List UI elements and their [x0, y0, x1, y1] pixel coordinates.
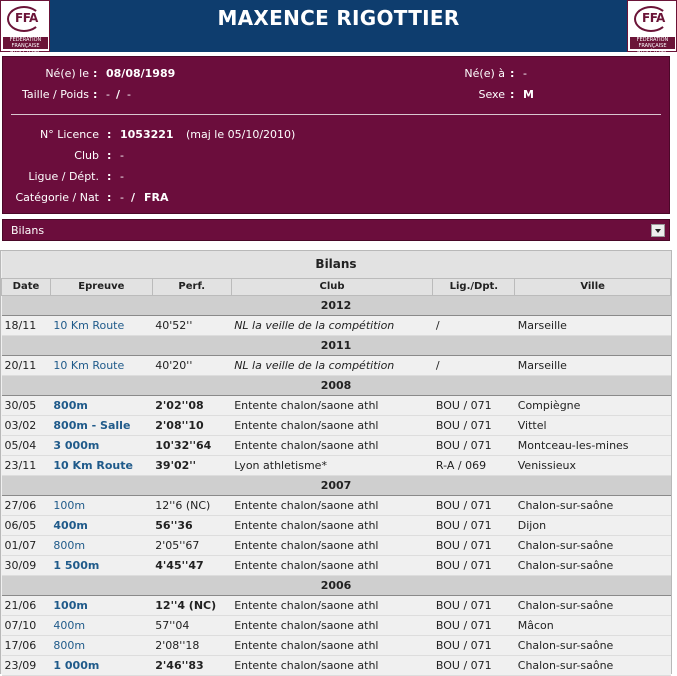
birthplace-value: -	[523, 67, 527, 80]
city: Compiègne	[515, 395, 671, 415]
table-row	[2, 415, 671, 435]
category-value: -	[120, 191, 124, 204]
colon: :	[107, 149, 112, 162]
event-link[interactable]: 10 Km Route	[50, 455, 152, 475]
colon: :	[510, 67, 515, 80]
performance: 56''36	[152, 515, 231, 535]
table-row	[2, 435, 671, 455]
performance: 12''6 (NC)	[152, 495, 231, 515]
city: Chalon-sur-saône	[515, 555, 671, 575]
city: Dijon	[515, 515, 671, 535]
event-link[interactable]: 10 Km Route	[50, 315, 152, 335]
event-link[interactable]: 100m	[50, 595, 152, 615]
league-dept: BOU / 071	[433, 595, 515, 615]
result-date: 30/09	[2, 555, 51, 575]
table-row	[2, 495, 671, 515]
result-date: 01/07	[2, 535, 51, 555]
league-dept: /	[433, 315, 515, 335]
performance: 12''4 (NC)	[152, 595, 231, 615]
club-name: NL la veille de la compétition	[231, 355, 433, 375]
info-divider	[11, 114, 661, 115]
performance: 40'52''	[152, 315, 231, 335]
result-date: 05/04	[2, 435, 51, 455]
league-label: Ligue / Dépt.	[28, 170, 99, 183]
city: Marseille	[515, 355, 671, 375]
athlete-info-panel	[2, 56, 670, 214]
table-row	[2, 635, 671, 655]
result-date: 23/11	[2, 455, 51, 475]
league-value: -	[120, 170, 124, 183]
club-name: Entente chalon/saone athl	[231, 595, 433, 615]
result-date: 07/10	[2, 615, 51, 635]
view-select[interactable]	[2, 219, 670, 241]
club-name: Entente chalon/saone athl	[231, 615, 433, 635]
column-header: Lig./Dpt.	[433, 278, 515, 295]
city: Chalon-sur-saône	[515, 595, 671, 615]
result-date: 06/05	[2, 515, 51, 535]
birthdate-label: Né(e) le	[45, 67, 89, 80]
table-caption: Bilans	[2, 251, 671, 278]
athlete-name-title: MAXENCE RIGOTTIER	[217, 6, 460, 30]
colon: :	[510, 88, 515, 101]
city: Marseille	[515, 315, 671, 335]
column-header: Epreuve	[50, 278, 152, 295]
league-dept: BOU / 071	[433, 515, 515, 535]
table-row	[2, 515, 671, 535]
event-link[interactable]: 400m	[50, 515, 152, 535]
licence-value: 1053221	[120, 128, 174, 141]
table-row	[2, 355, 671, 375]
league-dept: BOU / 071	[433, 655, 515, 675]
table-row	[2, 615, 671, 635]
city: Chalon-sur-saône	[515, 635, 671, 655]
club-name: Entente chalon/saone athl	[231, 515, 433, 535]
result-date: 20/11	[2, 355, 51, 375]
performance: 2'02''08	[152, 395, 231, 415]
performance: 4'45''47	[152, 555, 231, 575]
column-header: Club	[231, 278, 433, 295]
club-name: Entente chalon/saone athl	[231, 395, 433, 415]
city: Mâcon	[515, 615, 671, 635]
city: Chalon-sur-saône	[515, 495, 671, 515]
club-name: NL la veille de la compétition	[231, 315, 433, 335]
city: Chalon-sur-saône	[515, 535, 671, 555]
event-link[interactable]: 800m	[50, 395, 152, 415]
performance: 2'08''10	[152, 415, 231, 435]
result-date: 18/11	[2, 315, 51, 335]
weight-value: -	[127, 88, 131, 101]
result-date: 30/05	[2, 395, 51, 415]
club-name: Entente chalon/saone athl	[231, 495, 433, 515]
result-date: 27/06	[2, 495, 51, 515]
club-name: Lyon athletisme*	[231, 455, 433, 475]
city: Chalon-sur-saône	[515, 655, 671, 675]
club-name: Entente chalon/saone athl	[231, 555, 433, 575]
performance: 2'08''18	[152, 635, 231, 655]
colon: :	[93, 67, 98, 80]
height-weight-slash: /	[116, 88, 121, 101]
performance: 39'02''	[152, 455, 231, 475]
performance: 2'05''67	[152, 535, 231, 555]
birthdate-value: 08/08/1989	[106, 67, 176, 80]
club-label: Club	[74, 149, 99, 162]
league-dept: BOU / 071	[433, 615, 515, 635]
view-select-value: Bilans	[11, 224, 45, 237]
city: Vittel	[515, 415, 671, 435]
event-link[interactable]: 10 Km Route	[50, 355, 152, 375]
league-dept: /	[433, 355, 515, 375]
result-date: 21/06	[2, 595, 51, 615]
result-date: 03/02	[2, 415, 51, 435]
results-table	[1, 251, 671, 676]
event-link[interactable]: 400m	[50, 615, 152, 635]
club-name: Entente chalon/saone athl	[231, 655, 433, 675]
club-name: Entente chalon/saone athl	[231, 635, 433, 655]
height-weight-label: Taille / Poids	[21, 88, 89, 101]
table-row	[2, 455, 671, 475]
colon: :	[107, 128, 112, 141]
table-row	[2, 395, 671, 415]
logo-text: FFA	[15, 11, 38, 25]
year-header: 2007	[2, 475, 671, 495]
colon: :	[93, 88, 98, 101]
performance: 40'20''	[152, 355, 231, 375]
event-link[interactable]: 800m - Salle	[50, 415, 152, 435]
ffa-logo-left	[0, 0, 50, 55]
city: Montceau-les-mines	[515, 435, 671, 455]
category-slash: /	[131, 191, 136, 204]
table-row	[2, 535, 671, 555]
results-table-container	[0, 250, 672, 674]
table-row	[2, 555, 671, 575]
event-link[interactable]: 800m	[50, 535, 152, 555]
event-link[interactable]: 800m	[50, 635, 152, 655]
table-row	[2, 595, 671, 615]
sex-value: M	[523, 88, 534, 101]
club-value: -	[120, 149, 124, 162]
event-link[interactable]: 3 000m	[50, 435, 152, 455]
licence-update-note: (maj le 05/10/2010)	[186, 128, 296, 141]
league-dept: BOU / 071	[433, 435, 515, 455]
league-dept: BOU / 071	[433, 535, 515, 555]
table-row	[2, 655, 671, 675]
league-dept: R-A / 069	[433, 455, 515, 475]
result-date: 17/06	[2, 635, 51, 655]
league-dept: BOU / 071	[433, 415, 515, 435]
event-link[interactable]: 1 000m	[50, 655, 152, 675]
birthplace-label: Né(e) à	[464, 67, 505, 80]
logo-band: FÉDÉRATION FRANÇAISE ATHLÉTISME	[630, 37, 675, 49]
league-dept: BOU / 071	[433, 635, 515, 655]
column-header: Date	[2, 278, 51, 295]
height-value: -	[106, 88, 110, 101]
table-row	[2, 315, 671, 335]
year-header: 2012	[2, 295, 671, 315]
club-name: Entente chalon/saone athl	[231, 415, 433, 435]
league-dept: BOU / 071	[433, 495, 515, 515]
league-dept: BOU / 071	[433, 395, 515, 415]
column-header: Ville	[515, 278, 671, 295]
logo-text: FFA	[642, 11, 665, 25]
column-header: Perf.	[152, 278, 231, 295]
club-name: Entente chalon/saone athl	[231, 535, 433, 555]
chevron-down-icon[interactable]	[651, 224, 665, 237]
category-label: Catégorie / Nat	[15, 191, 99, 204]
logo-band: FÉDÉRATION FRANÇAISE ATHLÉTISME	[3, 37, 48, 49]
event-link[interactable]: 1 500m	[50, 555, 152, 575]
nationality-value: FRA	[144, 191, 169, 204]
performance: 57''04	[152, 615, 231, 635]
performance: 10'32''64	[152, 435, 231, 455]
club-name: Entente chalon/saone athl	[231, 435, 433, 455]
performance: 2'46''83	[152, 655, 231, 675]
colon: :	[107, 191, 112, 204]
licence-label: N° Licence	[39, 128, 99, 141]
year-header: 2011	[2, 335, 671, 355]
colon: :	[107, 170, 112, 183]
city: Venissieux	[515, 455, 671, 475]
sex-label: Sexe	[478, 88, 505, 101]
event-link[interactable]: 100m	[50, 495, 152, 515]
ffa-logo-right	[627, 0, 677, 55]
year-header: 2006	[2, 575, 671, 595]
page-header	[0, 0, 677, 55]
league-dept: BOU / 071	[433, 555, 515, 575]
year-header: 2008	[2, 375, 671, 395]
result-date: 23/09	[2, 655, 51, 675]
